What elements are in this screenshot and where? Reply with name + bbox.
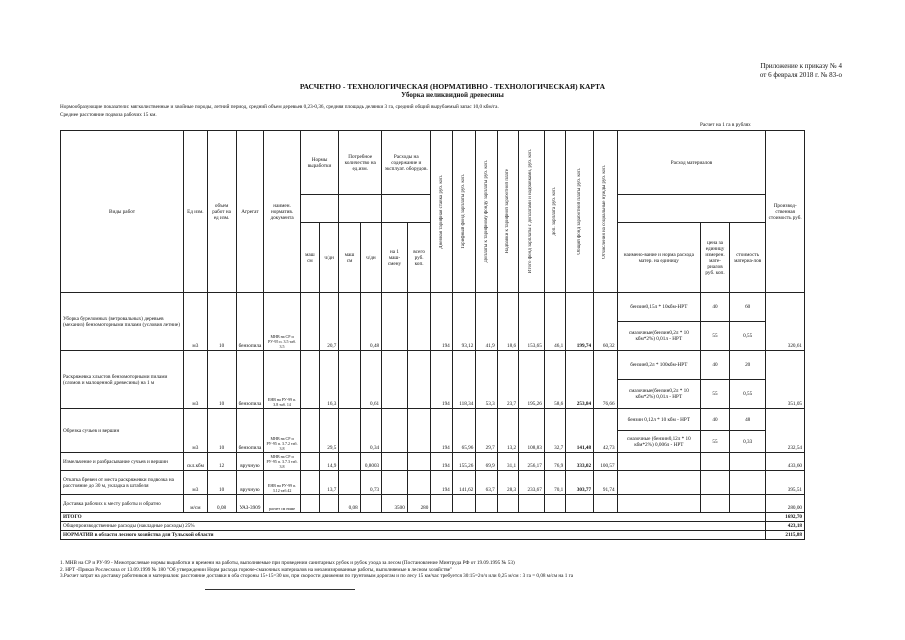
overhead-value: 423,18 xyxy=(766,522,805,531)
cell-add-wage: 58,6 xyxy=(544,351,565,409)
cell-need-ch: 0,73 xyxy=(360,471,381,495)
cell-need-ch: 0,34 xyxy=(360,409,381,453)
cell-mat-name: бензин 0,12л * 10 кбм - НРТ xyxy=(617,409,700,431)
table-row xyxy=(61,409,805,431)
cell-mat-cost xyxy=(729,471,765,495)
cell-mat-price: 40 xyxy=(701,293,730,322)
hdr-materials: Расход материалов xyxy=(617,131,766,195)
hdr-prod-cost: Производ-ственная стоимость руб. xyxy=(766,131,805,293)
hdr-mat-cost: стоимость материа-лов xyxy=(729,223,765,293)
cell-tariff-fund: 141,62 xyxy=(452,471,476,495)
footnote-3: 3.Расчет затрат на доставку работников и материалов: расстояние доставки в оба стороны 15+15=30 км, при скорости движения по грунтовым дорогам и по лесу 15 км/час требуется 30:15=2ч/ч или 0,25 м/см : 3 га = 0,08 м/см на 1 га xyxy=(60,573,574,579)
cell-unit: м3 xyxy=(184,409,208,453)
cell-gen-wage: 333,02 xyxy=(566,453,594,471)
table-row xyxy=(61,293,805,322)
cell-prod-cost: 280,00 xyxy=(766,495,805,513)
cell-mat-price: 40 xyxy=(701,409,730,431)
cell-surcharge xyxy=(476,495,497,513)
cell-need-mash xyxy=(339,351,360,409)
cell-prod-cost: 320,61 xyxy=(766,293,805,351)
appendix-line2: от 6 февраля 2018 г. № 83-о xyxy=(759,71,842,79)
cell-volume: 12 xyxy=(207,453,236,471)
hdr-social: Отчисления на социальные нужды руб. коп. xyxy=(602,164,608,259)
cell-social: 42,73 xyxy=(594,409,618,453)
cell-mat-name xyxy=(617,453,700,471)
cell-mat-cost: 60 xyxy=(729,293,765,322)
cell-mat-cost: 48 xyxy=(729,409,765,431)
table-row xyxy=(61,495,805,513)
cell-total-wage: 233,67 xyxy=(519,471,545,495)
cell-costs-total xyxy=(407,453,431,471)
cell-work: Уборка буреломных (ветровальных) деревьев (механиз) бензомоторными пилами (условия летние) xyxy=(61,293,184,351)
cell-prod-cost: 351,05 xyxy=(766,351,805,409)
cell-mat-name: смазочные(бензин0,2л * 10 кбм*2%) 0,01л - НРТ xyxy=(617,380,700,409)
cell-need-mash xyxy=(339,453,360,471)
cell-volume: 10 xyxy=(207,409,236,453)
cell-mat-price: 55 xyxy=(701,380,730,409)
cell-mat-price xyxy=(701,495,730,513)
footnote-2: 2. НРТ -Приказ Рослесхоза от 13.09.1999 № 180 "Об утверждении Норм расхода горюче-смазочных материалов на механизированные работы, выполняемые в лесном хозяйстве" xyxy=(60,566,453,573)
itogo-label: ИТОГО xyxy=(61,513,766,522)
cell-costs-per: 3500 xyxy=(382,495,408,513)
cell-mash-sm xyxy=(300,453,319,471)
cell-add-wage: 76,9 xyxy=(544,453,565,471)
page-title: РАСЧЕТНО - ТЕХНОЛОГИЧЕСКАЯ (НОРМАТИВНО - ТЕХНОЛОГИЧЕСКАЯ) КАРТА xyxy=(299,82,606,91)
cell-normdoc: расчет см ниже xyxy=(264,495,300,513)
cell-work: Раскряжевка хлыстов бензомоторными пилами (сломов и малоценной древесины) на 1 м xyxy=(61,351,184,409)
cell-mash-sm xyxy=(300,495,319,513)
tech-card-table xyxy=(60,130,805,540)
footnote-divider xyxy=(205,589,355,590)
cell-mash-sm xyxy=(300,409,319,453)
cell-bonus: 31,1 xyxy=(497,453,518,471)
cell-mash-sm xyxy=(300,293,319,351)
cell-mat-price: 40 xyxy=(701,351,730,380)
cell-tariff-rate: 194 xyxy=(431,471,452,495)
cell-mat-price xyxy=(701,471,730,495)
cell-need-ch xyxy=(360,495,381,513)
cell-prod-cost: 232,54 xyxy=(766,409,805,453)
cell-need-ch: 0,48 xyxy=(360,293,381,351)
cell-tariff-fund xyxy=(452,495,476,513)
cell-mat-name: смазочные(бензин0,2л * 10 кбм*2%) 0,01л - НРТ xyxy=(617,322,700,351)
cell-normdoc: МНВ на СР и РУ-95 п. 3.7.2 таб. 3.8 xyxy=(264,409,300,453)
cell-work: Доставка рабочих к месту работы и обратно xyxy=(61,495,184,513)
cell-add-wage: 32,7 xyxy=(544,409,565,453)
cell-bonus: 13,2 xyxy=(497,409,518,453)
cell-unit: м3 xyxy=(184,471,208,495)
hdr-aggregate: Агрегат xyxy=(236,131,264,293)
cell-tariff-fund: 118,34 xyxy=(452,351,476,409)
cell-normdoc: МНВ на СР и РУ-95 п. 3.5 таб. 3.5 xyxy=(264,293,300,351)
cell-prod-cost: 395,51 xyxy=(766,471,805,495)
cell-work: Измельчение и разбрасывание сучьев и вершин xyxy=(61,453,184,471)
hdr-gen-wage: Общий фонд заработной платы руб. коп. xyxy=(576,168,582,255)
cell-mat-cost: 20 xyxy=(729,351,765,380)
norms-text: Нормообразующие показатели: мягколиственные и хвойные породы, летний период, средний объем деревьев 0,23-0,36, средняя площадь делянки 3 га, средний общий вырубаемый запас 10,0 кбм/га. xyxy=(60,104,499,110)
cell-tariff-rate: 194 xyxy=(431,293,452,351)
cell-social xyxy=(594,495,618,513)
cell-need-mash xyxy=(339,409,360,453)
hdr-add-wage: доп. зарплата руб. коп. xyxy=(552,187,558,236)
cell-gen-wage: 303,77 xyxy=(566,471,594,495)
rate-note: Расчет на 1 га в рублях xyxy=(700,122,751,128)
cell-mat-cost: 0,33 xyxy=(729,431,765,453)
cell-costs-per xyxy=(382,453,408,471)
cell-aggregate: УАЗ-3909 xyxy=(236,495,264,513)
cell-bonus: 23,7 xyxy=(497,351,518,409)
cell-gen-wage: 253,84 xyxy=(566,351,594,409)
cell-gen-wage xyxy=(566,495,594,513)
hdr-ch-dn: ч/дн xyxy=(320,223,339,293)
cell-need-ch: 0,61 xyxy=(360,351,381,409)
cell-tariff-rate xyxy=(431,495,452,513)
cell-social: 100,57 xyxy=(594,453,618,471)
cell-social: 60,32 xyxy=(594,293,618,351)
cell-aggregate: вручную xyxy=(236,471,264,495)
cell-ch-dn: 16,3 xyxy=(320,351,339,409)
cell-ch-dn: 29,5 xyxy=(320,409,339,453)
hdr-volume: объем работ на ед изм. xyxy=(207,131,236,293)
hdr-normdoc: наимен. норматив. документа xyxy=(264,131,300,293)
hdr-norms: Нормы выработки xyxy=(300,131,339,195)
cell-unit: скл.кбм xyxy=(184,453,208,471)
cell-tariff-rate: 194 xyxy=(431,409,452,453)
cell-tariff-rate: 194 xyxy=(431,453,452,471)
cell-ch-dn: 20,7 xyxy=(320,293,339,351)
cell-gen-wage: 199,74 xyxy=(566,293,594,351)
cell-mat-name: бензин0,2л * 100кбм-НРТ xyxy=(617,351,700,380)
distance-text: Среднее расстояние подвоза рабочих 15 км. xyxy=(60,112,157,118)
table-row xyxy=(61,351,805,380)
cell-normdoc: МНВ на СР и РУ-95 п. 3.7.3 таб. 3.8 xyxy=(264,453,300,471)
cell-add-wage xyxy=(544,495,565,513)
hdr-unit: Ед изм. xyxy=(184,131,208,293)
cell-mat-name xyxy=(617,471,700,495)
cell-tariff-fund: 93,12 xyxy=(452,293,476,351)
cell-aggregate: бензопила xyxy=(236,351,264,409)
cell-add-wage: 70,1 xyxy=(544,471,565,495)
page-subtitle: Уборка неликвидной древесины xyxy=(401,91,504,99)
cell-tariff-fund: 65,96 xyxy=(452,409,476,453)
cell-costs-per xyxy=(382,471,408,495)
cell-mat-price xyxy=(701,453,730,471)
cell-costs-total xyxy=(407,471,431,495)
cell-costs-total xyxy=(407,351,431,409)
cell-aggregate: вручную xyxy=(236,453,264,471)
cell-unit: м3 xyxy=(184,293,208,351)
cell-social: 76,66 xyxy=(594,351,618,409)
cell-mat-cost xyxy=(729,453,765,471)
table-row xyxy=(61,453,805,471)
norm-label: НОРМАТИВ в области лесного хозяйства для Тульской области xyxy=(61,531,766,540)
table-body xyxy=(61,293,805,513)
cell-aggregate: бензопила xyxy=(236,409,264,453)
cell-total-wage: 256,17 xyxy=(519,453,545,471)
appendix-line1: Приложение к приказу № 4 xyxy=(760,62,842,70)
hdr-surcharge: Доплаты к тарифному фонду зарплаты руб. коп. xyxy=(483,160,489,263)
cell-total-wage: 108,83 xyxy=(519,409,545,453)
cell-tariff-fund: 155,26 xyxy=(452,453,476,471)
cell-mat-name: бензин0,15л * 10кбм-НРТ xyxy=(617,293,700,322)
cell-costs-total xyxy=(407,409,431,453)
hdr-mat-price: цена за единицу измерен. мате-риалов руб. коп. xyxy=(701,223,730,293)
overhead-label: Общепроизводственные расходы (накладные расходы) 25% xyxy=(61,522,766,531)
cell-gen-wage: 141,48 xyxy=(566,409,594,453)
cell-mat-name xyxy=(617,495,700,513)
hdr-need: Потребное количество на ед.изм. xyxy=(339,131,382,195)
itogo-value: 1692,70 xyxy=(766,513,805,522)
cell-bonus: 18,6 xyxy=(497,293,518,351)
norm-value: 2115,88 xyxy=(766,531,805,540)
cell-mat-cost: 0,55 xyxy=(729,322,765,351)
cell-bonus: 28,3 xyxy=(497,471,518,495)
cell-bonus xyxy=(497,495,518,513)
hdr-tariff-fund: Тарифный фонд зарплаты руб. коп. xyxy=(461,174,467,249)
cell-surcharge: 63,7 xyxy=(476,471,497,495)
hdr-costs-per: на 1 маш-смену xyxy=(382,223,408,293)
cell-mat-price: 55 xyxy=(701,431,730,453)
hdr-costs: Расходы на содержание и эксплуат. оборудов. xyxy=(382,131,431,195)
cell-need-ch: 0,8003 xyxy=(360,453,381,471)
cell-ch-dn: 13,7 xyxy=(320,471,339,495)
cell-total-wage: 195,26 xyxy=(519,351,545,409)
cell-mash-sm xyxy=(300,471,319,495)
cell-work: Откатка бревен от места раскряжевки подвозка на расстояние до 30 м, укладка в штабеля xyxy=(61,471,184,495)
cell-total-wage xyxy=(519,495,545,513)
cell-costs-per xyxy=(382,351,408,409)
cell-tariff-rate: 194 xyxy=(431,351,452,409)
cell-surcharge: 41,9 xyxy=(476,293,497,351)
hdr-need-ch: ч/дн xyxy=(360,223,381,293)
cell-costs-total: 280 xyxy=(407,495,431,513)
cell-volume: 0,08 xyxy=(207,495,236,513)
cell-normdoc: ЕНВ на РУ-99 п. 3.12 таб.42 xyxy=(264,471,300,495)
cell-prod-cost: 433,60 xyxy=(766,453,805,471)
cell-mat-price: 55 xyxy=(701,322,730,351)
footnote-1: 1. МНВ на СР и РУ-99 - Межотраслевые нормы выработки и времени на работы, выполняемые при проведении санитарных рубок и рубок ухода за лесом (Постановление Минтруда РФ от 19.09.1995 № 53) xyxy=(60,560,515,566)
hdr-works: Виды работ xyxy=(61,131,184,293)
cell-need-mash xyxy=(339,293,360,351)
cell-unit: м3 xyxy=(184,351,208,409)
cell-normdoc: ЕНВ на РУ-99 п. 3.8 таб. 14 xyxy=(264,351,300,409)
cell-need-mash xyxy=(339,471,360,495)
cell-mat-name: смазочные (бензин0,12л * 10 кбм*2%) 0,006л - НРТ xyxy=(617,431,700,453)
cell-need-mash: 0,08 xyxy=(339,495,360,513)
cell-mat-cost: 0,55 xyxy=(729,380,765,409)
table-row xyxy=(61,471,805,495)
footnotes xyxy=(60,560,860,580)
appendix-note xyxy=(760,62,842,80)
cell-work: Обрезка сучьев и вершин xyxy=(61,409,184,453)
hdr-mash-sm: маш см xyxy=(300,223,319,293)
cell-social: 91,74 xyxy=(594,471,618,495)
cell-surcharge: 53,3 xyxy=(476,351,497,409)
cell-mat-cost xyxy=(729,495,765,513)
cell-unit: м/см xyxy=(184,495,208,513)
cell-surcharge: 29,7 xyxy=(476,409,497,453)
cell-ch-dn: 14,9 xyxy=(320,453,339,471)
hdr-costs-total: всего руб. коп. xyxy=(407,223,431,293)
cell-add-wage: 46,1 xyxy=(544,293,565,351)
cell-costs-per xyxy=(382,409,408,453)
cell-volume: 10 xyxy=(207,293,236,351)
hdr-tariff-rate: Дневная тарифная ставка руб. коп. xyxy=(438,174,444,249)
cell-volume: 10 xyxy=(207,351,236,409)
hdr-mat-name: наимено-вание и норма расхода матер. на единицу xyxy=(617,223,700,293)
cell-mash-sm xyxy=(300,351,319,409)
cell-costs-total xyxy=(407,293,431,351)
cell-total-wage: 153,65 xyxy=(519,293,545,351)
hdr-bonus: Надбавки к тарифной заработной плате xyxy=(504,169,510,254)
cell-costs-per xyxy=(382,293,408,351)
cell-volume: 10 xyxy=(207,471,236,495)
cell-ch-dn xyxy=(320,495,339,513)
hdr-total-wage: Итого фонд зарплаты с доплатами и надбавками, руб. коп. xyxy=(528,149,534,274)
cell-aggregate: бензопила xyxy=(236,293,264,351)
cell-surcharge: 69,9 xyxy=(476,453,497,471)
hdr-need-mash: маш см xyxy=(339,223,360,293)
